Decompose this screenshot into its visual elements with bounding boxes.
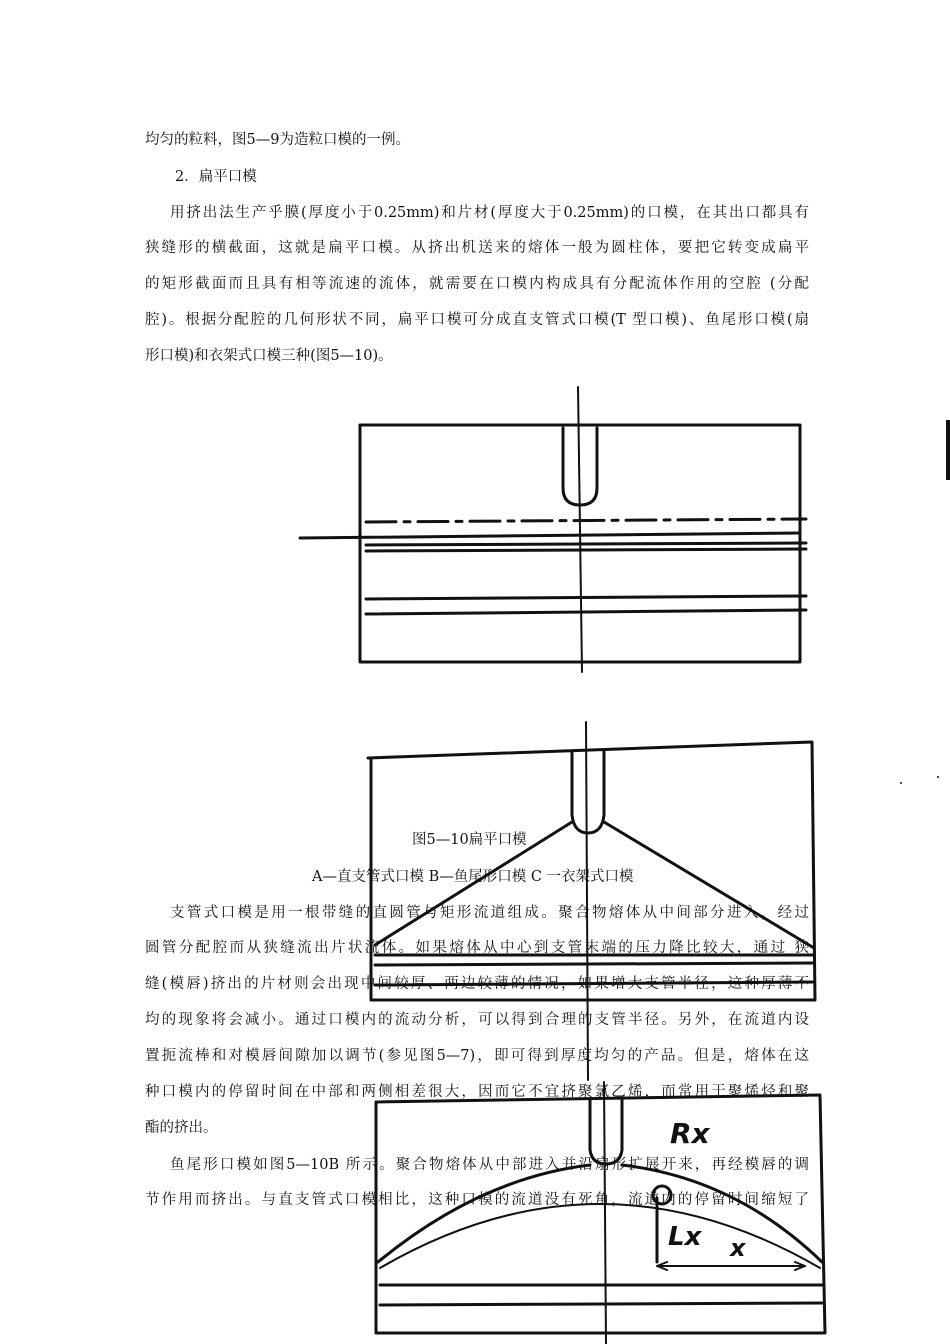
text-line-15: 鱼尾形口模如图5—10B 所示。聚合物熔体从中部进入并沿扇形扩展开来，再经模唇的调 bbox=[170, 1157, 809, 1173]
text-line-11: 均的现象将会减小。通过口模内的流动分析，可以得到合理的支管半径。另外，在流道内设 bbox=[145, 1012, 809, 1028]
text-line-10: 缝(模唇)挤出的片材则会出现中间较厚、两边较薄的情况，如果增大支管半径，这种厚薄不 bbox=[145, 976, 809, 992]
label-rx: Rx bbox=[670, 1117, 710, 1150]
figure-caption: 图5—10扁平口模 bbox=[412, 832, 527, 848]
text-line-6: 腔)。根据分配腔的几何形状不同，扁平口模可分成直支管式口模(T 型口模)、鱼尾形口模(扇 bbox=[145, 312, 809, 328]
text-line-5: 的矩形截面而且具有相等流速的流体，就需要在口模内构成具有分配流体作用的空腔 (分配 bbox=[145, 276, 809, 292]
text-line-7: 形口模)和衣架式口模三种(图5—10)。 bbox=[145, 348, 393, 364]
text-line-14: 酯的挤出。 bbox=[145, 1120, 218, 1136]
text-line-4: 狭缝形的横截面，这就是扁平口模。从挤出机送来的熔体一般为圆柱体，要把它转变成扁平 bbox=[145, 240, 809, 256]
figure-legend: A—直支管式口模 B—鱼尾形口模 C 一衣架式口模 bbox=[312, 869, 634, 885]
text-line-13: 种口模内的停留时间在中部和两侧相差很大，因而它不宜挤聚氯乙烯，而常用于聚烯烃和聚 bbox=[145, 1084, 809, 1100]
text-line-16: 节作用而挤出。与直支管式口模相比，这种口模的流道没有死角，流道内的停留时间缩短了 bbox=[145, 1192, 809, 1208]
figure-b-fishtail-die bbox=[368, 722, 815, 1080]
text-line-3: 用挤出法生产乎膜(厚度小于0.25mm)和片材(厚度大于0.25mm)的口模，在其出口都具有 bbox=[170, 205, 809, 221]
label-x: x bbox=[730, 1234, 746, 1262]
figure-c-coat-hanger-die bbox=[376, 1082, 825, 1344]
section-heading: 2．扁平口模 bbox=[175, 169, 257, 185]
label-lx: Lx bbox=[668, 1222, 702, 1252]
text-line-8: 支管式口模是用一根带缝的直圆管与矩形流道组成。聚合物熔体从中间部分进入，经过 bbox=[170, 905, 809, 921]
text-line-12: 置扼流棒和对模唇间隙加以调节(参见图5—7)，即可得到厚度均匀的产品。但是，熔体在这 bbox=[145, 1048, 809, 1064]
text-line-1: 均匀的粒料，图5—9为造粒口模的一例。 bbox=[145, 132, 410, 148]
text-line-9: 圆管分配腔而从狭缝流出片状流体。如果熔体从中心到支管末端的压力降比较大，通过 狭 bbox=[145, 940, 809, 956]
edge-mark bbox=[946, 420, 950, 480]
figure-a-straight-manifold-die bbox=[300, 387, 806, 672]
